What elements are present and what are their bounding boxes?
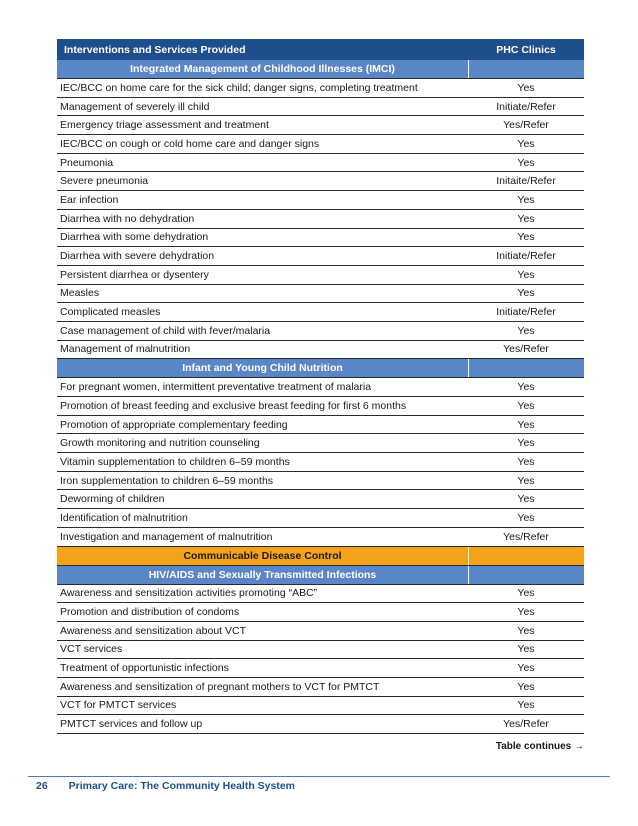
phc-clinics-cell: Yes [517,493,535,506]
intervention-cell: Management of severely ill child [60,100,210,113]
footer-title: Primary Care: The Community Health System [68,780,296,792]
intervention-cell: Awareness and sensitization activities promoting “ABC” [60,587,318,600]
footer-rule [28,776,610,777]
intervention-cell: Awareness and sensitization about VCT [60,624,246,637]
phc-clinics-cell: Yes [517,680,535,693]
phc-clinics-cell: Yes [517,156,535,169]
table-row [57,303,584,322]
table-row [57,397,584,416]
phc-clinics-cell: Yes/Refer [503,119,549,132]
phc-clinics-cell: Yes/Refer [503,718,549,731]
phc-clinics-cell: Yes [517,455,535,468]
table-row [57,172,584,191]
table-row [57,603,584,622]
header-phc-clinics: PHC Clinics [496,43,556,56]
section-header [57,547,584,566]
intervention-cell: Diarrhea with severe dehydration [60,250,215,263]
phc-clinics-cell: Initiate/Refer [496,250,556,263]
section-header-blank [469,547,584,565]
section-title: Integrated Management of Childhood Illnesses (IMCI) [57,60,469,78]
phc-clinics-cell: Yes [517,606,535,619]
phc-clinics-cell: Yes [517,418,535,431]
phc-clinics-cell: Initaite/Refer [496,175,556,188]
intervention-cell: Promotion of appropriate complementary feeding [60,418,288,431]
section-title: HIV/AIDS and Sexually Transmitted Infections [57,566,469,584]
intervention-cell: Persistent diarrhea or dysentery [60,268,209,281]
intervention-cell: Diarrhea with no dehydration [60,212,195,225]
table-row [57,322,584,341]
phc-clinics-cell: Yes [517,381,535,394]
table-row [57,378,584,397]
phc-clinics-cell: Initiate/Refer [496,100,556,113]
section-header [57,60,584,79]
page-footer [36,780,295,792]
intervention-cell: Ear infection [60,193,119,206]
table-row [57,697,584,716]
table-row [57,641,584,660]
intervention-cell: Iron supplementation to children 6–59 months [60,474,274,487]
intervention-cell: Management of malnutrition [60,343,191,356]
phc-clinics-cell: Yes [517,624,535,637]
table-row [57,585,584,604]
intervention-cell: VCT for PMTCT services [60,699,177,712]
phc-clinics-cell: Yes [517,662,535,675]
table-row [57,472,584,491]
table-row [57,453,584,472]
phc-clinics-cell: Yes [517,193,535,206]
services-table [57,39,584,734]
header-interventions: Interventions and Services Provided [64,43,246,56]
phc-clinics-cell: Yes [517,268,535,281]
intervention-cell: VCT services [60,643,123,656]
intervention-cell: PMTCT services and follow up [60,718,203,731]
table-row [57,266,584,285]
phc-clinics-cell: Yes [517,212,535,225]
phc-clinics-cell: Yes [517,474,535,487]
table-row [57,622,584,641]
table-row [57,135,584,154]
intervention-cell: For pregnant women, intermittent preventative treatment of malaria [60,381,372,394]
intervention-cell: IEC/BCC on home care for the sick child; danger signs, completing treatment [60,81,418,94]
table-row [57,341,584,360]
table-row [57,715,584,734]
phc-clinics-cell: Yes [517,643,535,656]
section-title: Infant and Young Child Nutrition [57,359,469,377]
section-title: Communicable Disease Control [57,547,469,565]
intervention-cell: Pneumonia [60,156,114,169]
section-header-blank [469,60,584,78]
phc-clinics-cell: Yes [517,324,535,337]
page-number: 26 [36,780,48,792]
phc-clinics-cell: Yes [517,437,535,450]
table-row [57,210,584,229]
phc-clinics-cell: Yes [517,137,535,150]
intervention-cell: Promotion and distribution of condoms [60,606,240,619]
intervention-cell: Case management of child with fever/malaria [60,324,271,337]
phc-clinics-cell: Yes [517,287,535,300]
table-row [57,509,584,528]
phc-clinics-cell: Yes [517,511,535,524]
section-header-blank [469,359,584,377]
phc-clinics-cell: Initiate/Refer [496,306,556,319]
phc-clinics-cell: Yes [517,587,535,600]
intervention-cell: Investigation and management of malnutrition [60,530,273,543]
phc-clinics-cell: Yes/Refer [503,343,549,356]
intervention-cell: Treatment of opportunistic infections [60,662,229,675]
table-row [57,528,584,547]
table-row [57,285,584,304]
section-header [57,566,584,585]
table-row [57,229,584,248]
table-row [57,116,584,135]
intervention-cell: Diarrhea with some dehydration [60,231,209,244]
intervention-cell: Emergency triage assessment and treatment [60,119,269,132]
table-row [57,98,584,117]
table-row [57,79,584,98]
table-row [57,191,584,210]
phc-clinics-cell: Yes [517,699,535,712]
intervention-cell: Identification of malnutrition [60,511,188,524]
phc-clinics-cell: Yes [517,81,535,94]
intervention-cell: Complicated measles [60,306,161,319]
table-row [57,434,584,453]
intervention-cell: Promotion of breast feeding and exclusive breast feeding for first 6 months [60,399,407,412]
table-row [57,490,584,509]
phc-clinics-cell: Yes [517,231,535,244]
intervention-cell: Severe pneumonia [60,175,149,188]
intervention-cell: Growth monitoring and nutrition counseling [60,437,260,450]
table-continues-note: Table continues → [495,741,584,752]
section-header [57,359,584,378]
intervention-cell: IEC/BCC on cough or cold home care and danger signs [60,137,320,150]
intervention-cell: Measles [60,287,100,300]
table-row [57,659,584,678]
table-row [57,678,584,697]
intervention-cell: Vitamin supplementation to children 6–59 months [60,455,290,468]
intervention-cell: Awareness and sensitization of pregnant mothers to VCT for PMTCT [60,680,380,693]
table-row [57,247,584,266]
table-row [57,416,584,435]
table-header [57,39,584,60]
phc-clinics-cell: Yes/Refer [503,530,549,543]
intervention-cell: Deworming of children [60,493,165,506]
section-header-blank [469,566,584,584]
table-body [57,60,584,734]
phc-clinics-cell: Yes [517,399,535,412]
table-row [57,154,584,173]
